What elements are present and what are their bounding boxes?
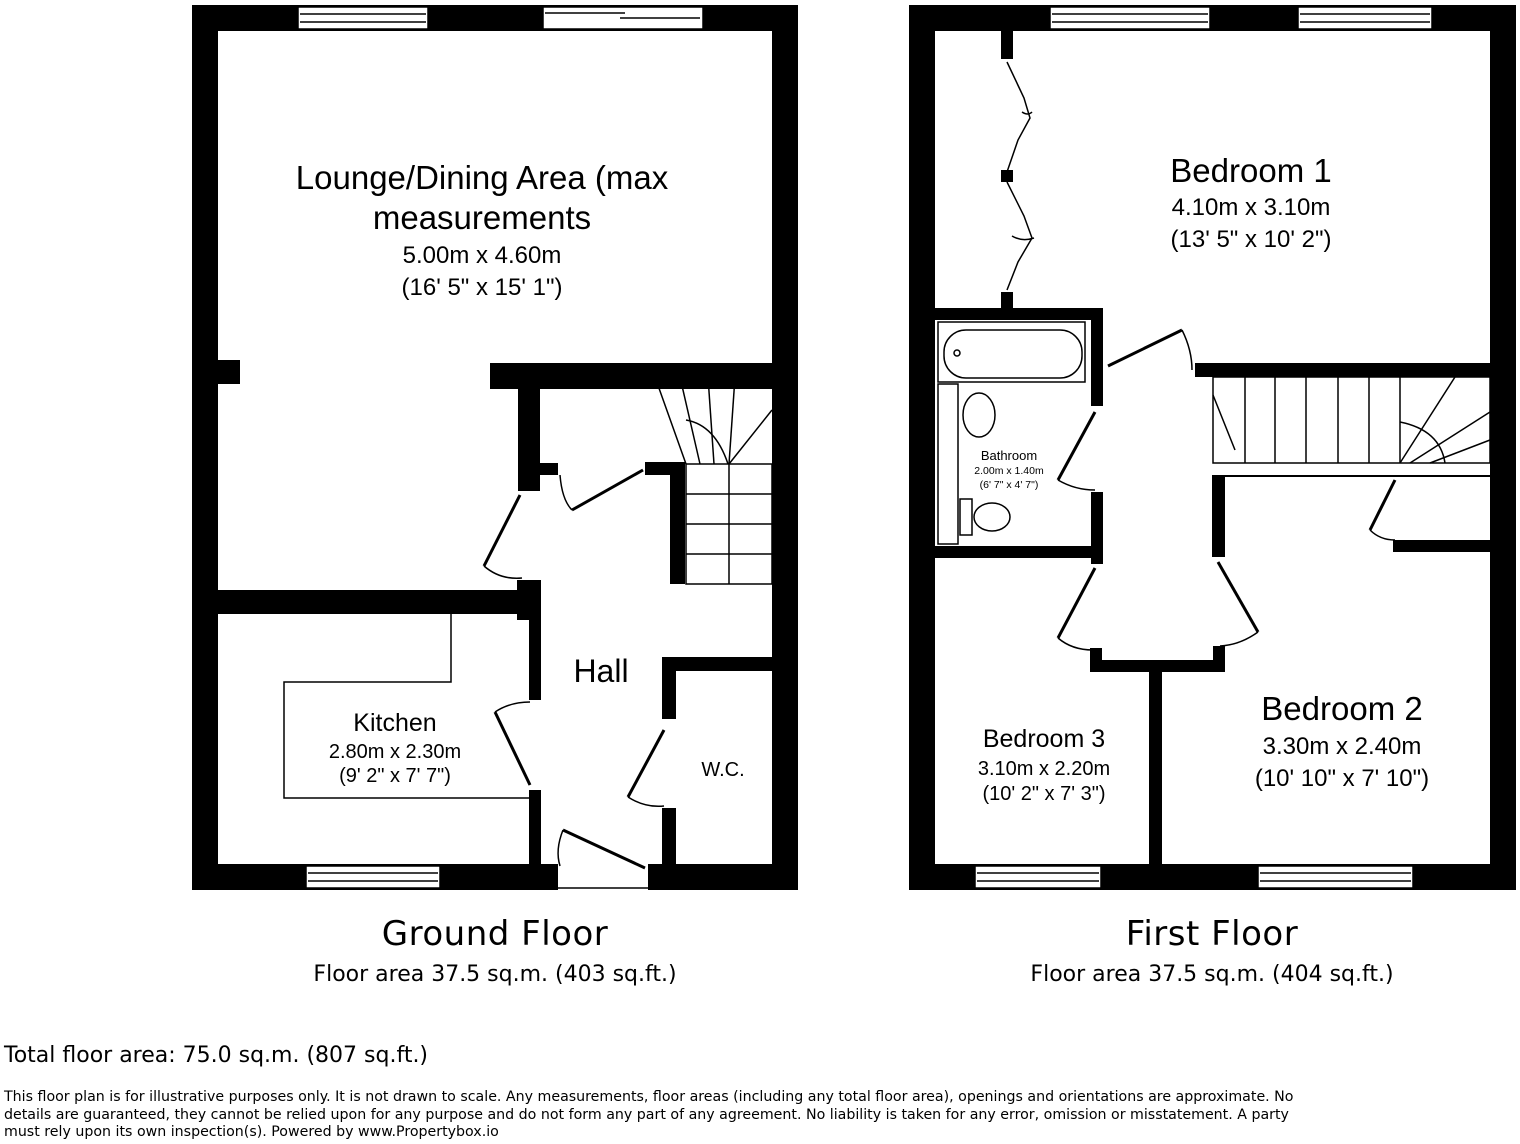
bedroom3-metric: 3.10m x 2.20m [977,758,1111,780]
ground-floor-caption [195,914,795,987]
bathroom-imperial: (6' 7" x 4' 7") [979,479,1039,491]
bedroom2-name: Bedroom 2 [1261,690,1423,727]
kitchen-imperial: (9' 2" x 7' 7") [339,765,451,787]
bedroom3-imperial: (10' 2" x 7' 3") [982,783,1106,805]
bedroom2-imperial: (10' 10" x 7' 10") [1254,765,1430,792]
ground-floor-title: Ground Floor [381,914,609,954]
kitchen-metric: 2.80m x 2.30m [328,741,462,763]
wc-name: W.C. [701,759,745,781]
ground-floor-plan [192,5,798,890]
bedroom1-metric: 4.10m x 3.10m [1171,194,1331,221]
bathroom-label [974,448,1044,491]
total-floor-area: Total floor area: 75.0 sq.m. (807 sq.ft.) [4,1043,429,1068]
bedroom3-label [978,725,1110,805]
bathroom-name: Bathroom [980,448,1038,463]
bedroom3-name: Bedroom 3 [982,725,1106,753]
ground-floor-area: Floor area 37.5 sq.m. (403 sq.ft.) [313,962,677,987]
bedroom1-name: Bedroom 1 [1170,152,1332,189]
first-floor-area: Floor area 37.5 sq.m. (404 sq.ft.) [1030,962,1394,987]
disclaimer-text: This floor plan is for illustrative purposes only. It is not drawn to scale. Any measurements, floor areas (including any total floor area), openings and orientations are approximate. No details are guaranteed, they cannot be relied upon for any purpose and do not form any part of any agreement. No liability is taken for any error, omission or misstatement. A party must rely upon its own inspection(s). Powered by www.Propertybox.io [4,1089,1294,1140]
hall-name: Hall [573,653,629,689]
lounge-imperial: (16' 5" x 15' 1") [401,274,563,301]
bedroom2-metric: 3.30m x 2.40m [1262,733,1422,760]
lounge-name-line1: Lounge/Dining Area (max [295,159,669,196]
lounge-name-line2: measurements [372,199,592,236]
bedroom1-label [1170,152,1331,253]
kitchen-name: Kitchen [353,709,437,737]
lounge-metric: 5.00m x 4.60m [402,242,562,269]
bedroom1-imperial: (13' 5" x 10' 2") [1170,226,1332,253]
first-floor-title: First Floor [1125,914,1299,954]
bedroom2-label [1255,690,1429,792]
bathroom-metric: 2.00m x 1.40m [974,465,1044,477]
kitchen-label [329,709,461,787]
first-floor-caption [912,914,1512,987]
lounge-label [296,159,669,301]
